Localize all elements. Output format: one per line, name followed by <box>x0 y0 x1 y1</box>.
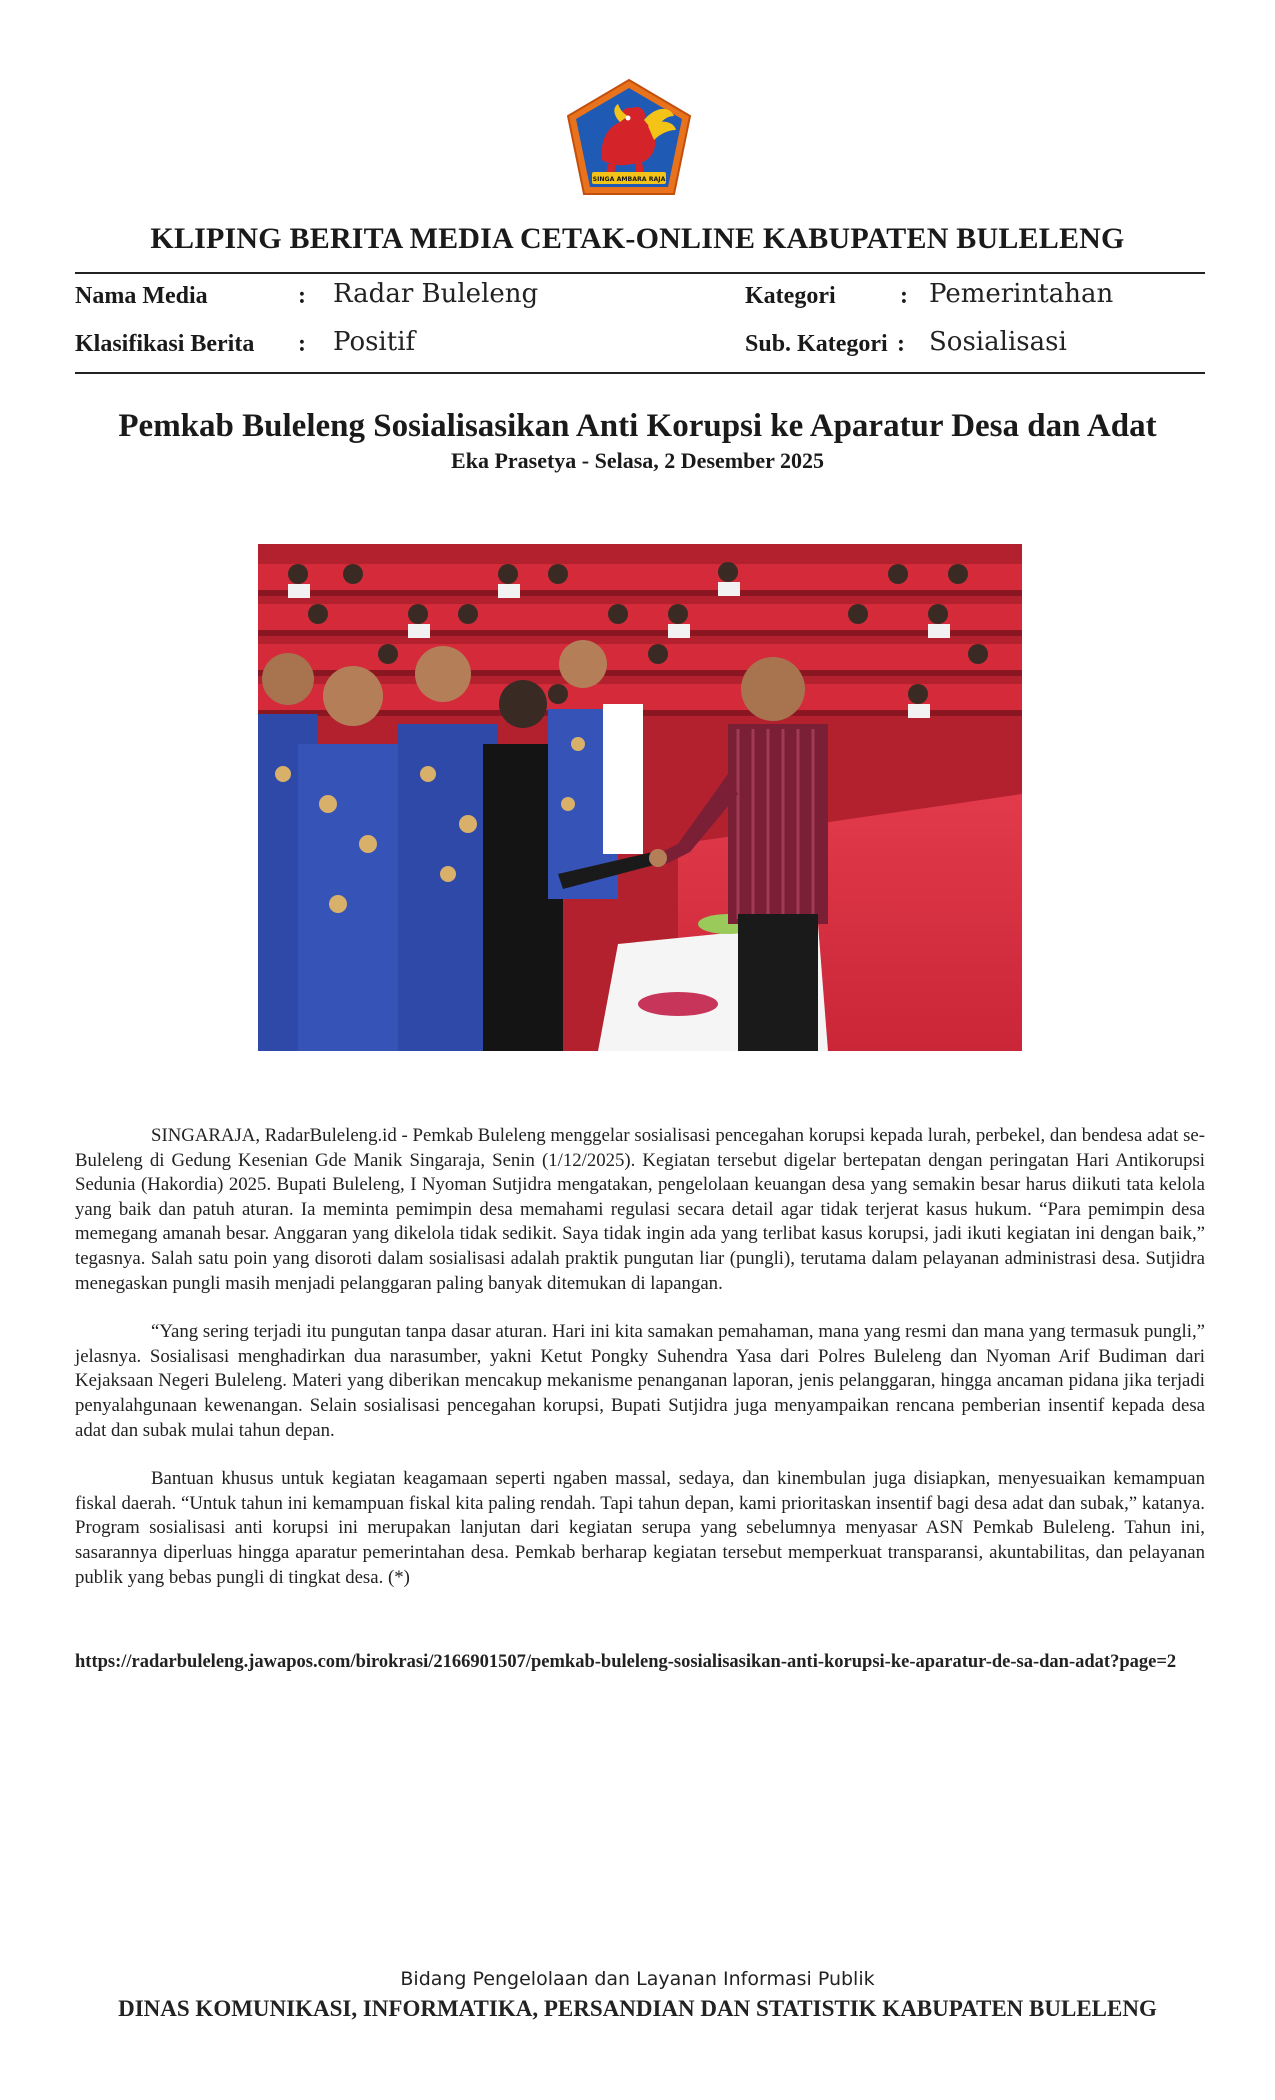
article-photo <box>258 544 1022 1051</box>
subkategori-label: Sub. Kategori <box>745 331 888 357</box>
kategori-colon: : <box>900 283 908 309</box>
singa-ambara-raja-emblem-icon <box>562 76 696 200</box>
bottom-divider <box>75 372 1205 374</box>
media-label: Nama Media <box>75 283 208 309</box>
subkategori-colon: : <box>897 331 905 357</box>
kategori-value: Pemerintahan <box>929 279 1114 309</box>
klasifikasi-colon: : <box>298 331 306 357</box>
media-colon: : <box>298 283 306 309</box>
buleleng-logo <box>562 76 696 200</box>
klasifikasi-value: Positif <box>333 327 416 357</box>
media-value: Radar Buleleng <box>333 279 539 309</box>
footer-agency: DINAS KOMUNIKASI, INFORMATIKA, PERSANDIAN DAN STATISTIK KABUPATEN BULELENG <box>118 1996 1157 2021</box>
article-paragraph: “Yang sering terjadi itu pungutan tanpa dasar aturan. Hari ini kita samakan pemahaman, mana yang resmi dan mana yang termasuk pungli,” jelasnya. Sosialisasi menghadirkan dua narasumber, yakni Ketut Pongky Suhendra Yasa dari Polres Buleleng dan Nyoman Arif Budiman dari Kejaksaan Negeri Buleleng. Materi yang diberikan mencakup mekanisme penanganan laporan, jenis pelanggaran, hingga ancaman pidana jika terjadi penyalahgunaan kewenangan. Selain sosialisasi pencegahan korupsi, Bupati Sutjidra juga menyampaikan rencana pemberian insentif kepada desa adat dan subak mulai tahun depan. <box>75 1321 1205 1441</box>
klasifikasi-label: Klasifikasi Berita <box>75 331 255 357</box>
article-body <box>75 1124 1205 1614</box>
kategori-label: Kategori <box>745 283 836 309</box>
top-divider <box>75 272 1205 274</box>
logo-motto: SINGA AMBARA RAJA <box>592 176 666 183</box>
article-paragraph: SINGARAJA, RadarBuleleng.id - Pemkab Buleleng menggelar sosialisasi pencegahan korupsi kepada lurah, perbekel, dan bendesa adat se-Buleleng di Gedung Kesenian Gde Manik Singaraja, Senin (1/12/2025). Kegiatan tersebut digelar bertepatan dengan peringatan Hari Antikorupsi Sedunia (Hakordia) 2025. Bupati Buleleng, I Nyoman Sutjidra mengatakan, pengelolaan keuangan desa yang semakin besar harus diikuti tata kelola yang baik dan patuh aturan. Ia meminta pemimpin desa memahami regulasi secara detail agar tidak terjerat kasus hukum. “Para pemimpin desa memegang amanah besar. Anggaran yang dikelola tidak sedikit. Saya tidak ingin ada yang terlibat kasus korupsi, jadi ikuti kegiatan ini dengan baik,” tegasnya. Salah satu poin yang disoroti dalam sosialisasi adalah praktik pungutan liar (pungli), terutama dalam pelayanan administrasi desa. Sutjidra menegaskan pungli masih menjadi pelanggaran paling banyak ditemukan di lapangan. <box>75 1125 1205 1294</box>
handshake-event-photo <box>258 544 1022 1051</box>
document-header-title: KLIPING BERITA MEDIA CETAK-ONLINE KABUPATEN BULELENG <box>150 222 1125 255</box>
article-paragraph: Bantuan khusus untuk kegiatan keagamaan seperti ngaben massal, sedaya, dan kinembulan juga disiapkan, menyesuaikan kemampuan fiskal daerah. “Untuk tahun ini kemampuan fiskal kita paling rendah. Tapi tahun depan, kami prioritaskan insentif bagi desa adat dan subak,” katanya. Program sosialisasi anti korupsi ini merupakan lanjutan dari kegiatan serupa yang sebelumnya menyasar ASN Pemkab Buleleng. Tahun ini, sasarannya diperluas hingga aparatur pemerintahan desa. Pemkab berharap kegiatan tersebut memperkuat transparansi, akuntabilitas, dan pelayanan publik yang bebas pungli di tingkat desa. (*) <box>75 1468 1205 1588</box>
article-byline: Eka Prasetya - Selasa, 2 Desember 2025 <box>451 448 824 473</box>
footer-division: Bidang Pengelolaan dan Layanan Informasi Publik <box>400 1968 875 1990</box>
article-title: Pemkab Buleleng Sosialisasikan Anti Korupsi ke Aparatur Desa dan Adat <box>118 408 1157 444</box>
source-url-link[interactable]: https://radarbuleleng.jawapos.com/birokrasi/2166901507/pemkab-buleleng-sosialisasikan-anti-korupsi-ke-aparatur-de-sa-dan-adat?page=2 <box>75 1652 1177 1672</box>
subkategori-value: Sosialisasi <box>929 327 1067 357</box>
